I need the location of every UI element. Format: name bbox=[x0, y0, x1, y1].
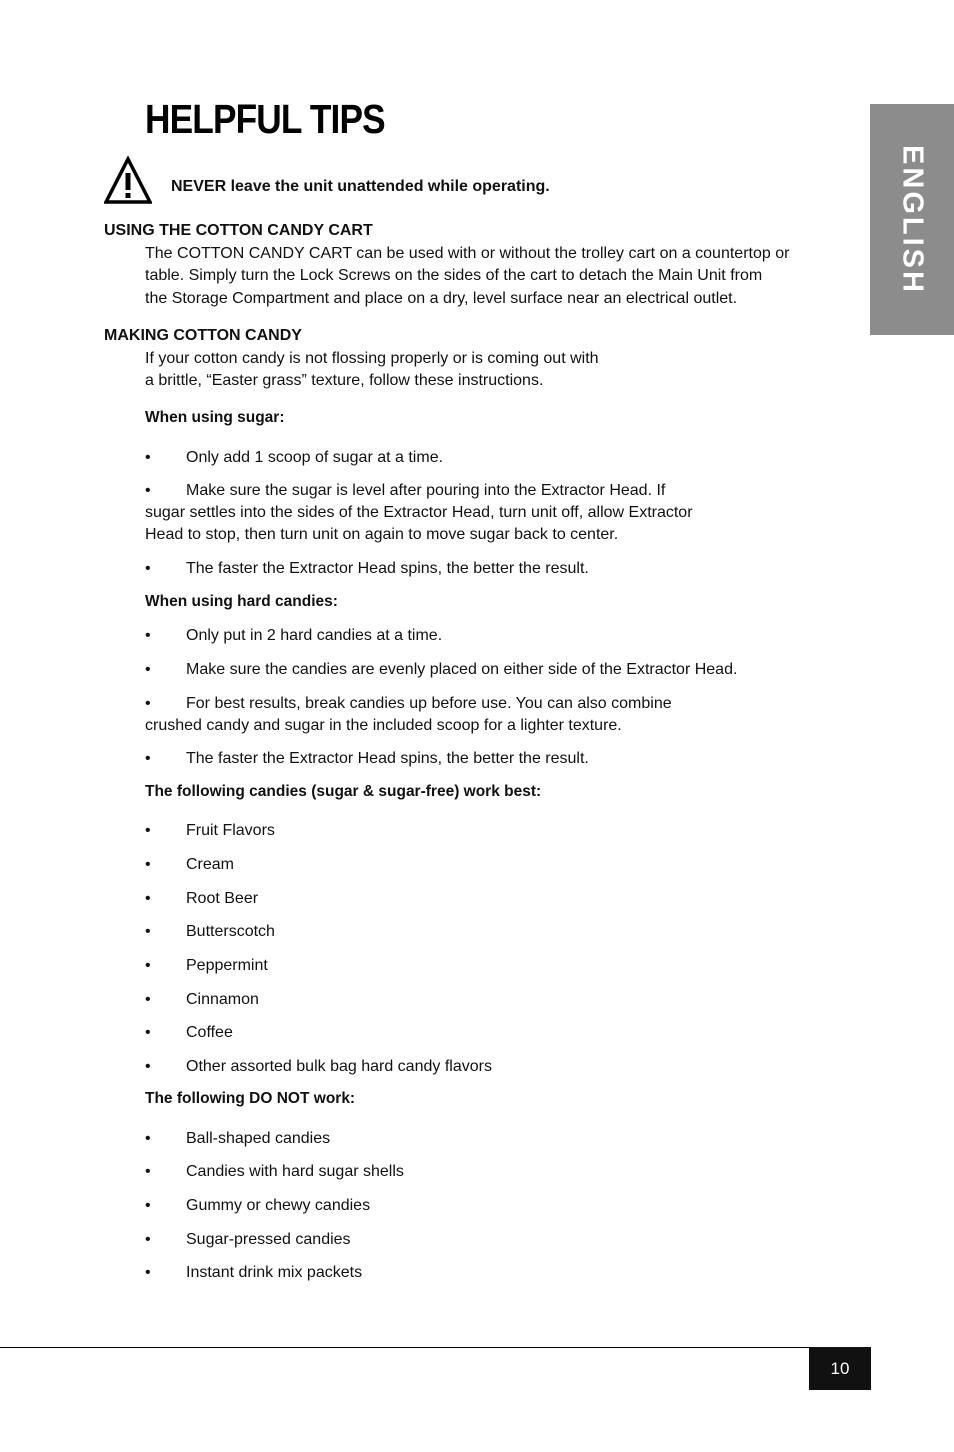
using-line-3: the Storage Compartment and place on a dry, level surface near an electrical outlet. bbox=[145, 290, 738, 307]
list-item-text: Instant drink mix packets bbox=[186, 1264, 363, 1281]
hard-candies-heading: When using hard candies: bbox=[145, 593, 338, 610]
list-item-text: Peppermint bbox=[186, 957, 268, 974]
bullet: • bbox=[145, 750, 151, 767]
list-item-text: Only add 1 scoop of sugar at a time. bbox=[186, 449, 444, 466]
list-item-text: Cinnamon bbox=[186, 991, 259, 1008]
list-item-text: Gummy or chewy candies bbox=[186, 1197, 371, 1214]
language-tab bbox=[870, 104, 954, 335]
bullet: • bbox=[145, 1163, 151, 1180]
list-item-text: Sugar-pressed candies bbox=[186, 1231, 351, 1248]
bullet: • bbox=[145, 1231, 151, 1248]
list-item-continuation: Head to stop, then turn unit on again to move sugar back to center. bbox=[145, 526, 619, 543]
list-item-text: Cream bbox=[186, 856, 235, 873]
works-best-heading: The following candies (sugar & sugar-free) work best: bbox=[145, 783, 542, 800]
list-item-text: Candies with hard sugar shells bbox=[186, 1163, 404, 1180]
bullet: • bbox=[145, 1197, 151, 1214]
list-item-text: The faster the Extractor Head spins, the better the result. bbox=[186, 560, 589, 577]
bullet: • bbox=[145, 695, 151, 712]
using-line-1: The COTTON CANDY CART can be used with or without the trolley cart on a countertop or bbox=[145, 245, 790, 262]
bullet: • bbox=[145, 957, 151, 974]
warning-icon bbox=[104, 156, 152, 204]
list-item-continuation: crushed candy and sugar in the included scoop for a lighter texture. bbox=[145, 717, 622, 734]
list-item-text: Other assorted bulk bag hard candy flavors bbox=[186, 1058, 492, 1075]
bullet: • bbox=[145, 856, 151, 873]
bullet: • bbox=[145, 627, 151, 644]
bullet: • bbox=[145, 1130, 151, 1147]
making-line-2: a brittle, “Easter grass” texture, follow these instructions. bbox=[145, 372, 544, 389]
bullet: • bbox=[145, 482, 151, 499]
warning-text: NEVER leave the unit unattended while operating. bbox=[171, 178, 550, 195]
list-item-continuation: sugar settles into the sides of the Extractor Head, turn unit off, allow Extractor bbox=[145, 504, 693, 521]
footer-rule bbox=[0, 1347, 810, 1348]
using-line-2: table. Simply turn the Lock Screws on the sides of the cart to detach the Main Unit from bbox=[145, 267, 763, 284]
language-tab-label: ENGLISH bbox=[896, 145, 929, 295]
bullet: • bbox=[145, 560, 151, 577]
bullet: • bbox=[145, 923, 151, 940]
bullet: • bbox=[145, 661, 151, 678]
list-item-text: The faster the Extractor Head spins, the better the result. bbox=[186, 750, 589, 767]
bullet: • bbox=[145, 449, 151, 466]
list-item-text: Ball-shaped candies bbox=[186, 1130, 331, 1147]
bullet: • bbox=[145, 890, 151, 907]
bullet: • bbox=[145, 1058, 151, 1075]
sugar-heading: When using sugar: bbox=[145, 409, 285, 426]
section-heading-making: MAKING COTTON CANDY bbox=[104, 327, 302, 344]
making-line-1: If your cotton candy is not flossing properly or is coming out with bbox=[145, 350, 599, 367]
bullet: • bbox=[145, 1264, 151, 1281]
page-title: HELPFUL TIPS bbox=[145, 96, 385, 142]
list-item-text: Root Beer bbox=[186, 890, 259, 907]
page-number: 10 bbox=[809, 1347, 871, 1390]
bullet: • bbox=[145, 822, 151, 839]
list-item-text: Coffee bbox=[186, 1024, 233, 1041]
do-not-work-heading: The following DO NOT work: bbox=[145, 1090, 356, 1107]
bullet: • bbox=[145, 1024, 151, 1041]
section-heading-using: USING THE COTTON CANDY CART bbox=[104, 222, 373, 239]
list-item-text: Only put in 2 hard candies at a time. bbox=[186, 627, 443, 644]
list-item-text: For best results, break candies up before use. You can also combine bbox=[186, 695, 672, 712]
bullet: • bbox=[145, 991, 151, 1008]
list-item-text: Fruit Flavors bbox=[186, 822, 275, 839]
list-item-text: Butterscotch bbox=[186, 923, 275, 940]
list-item-text: Make sure the candies are evenly placed on either side of the Extractor Head. bbox=[186, 661, 738, 678]
list-item-text: Make sure the sugar is level after pouring into the Extractor Head. If bbox=[186, 482, 666, 499]
